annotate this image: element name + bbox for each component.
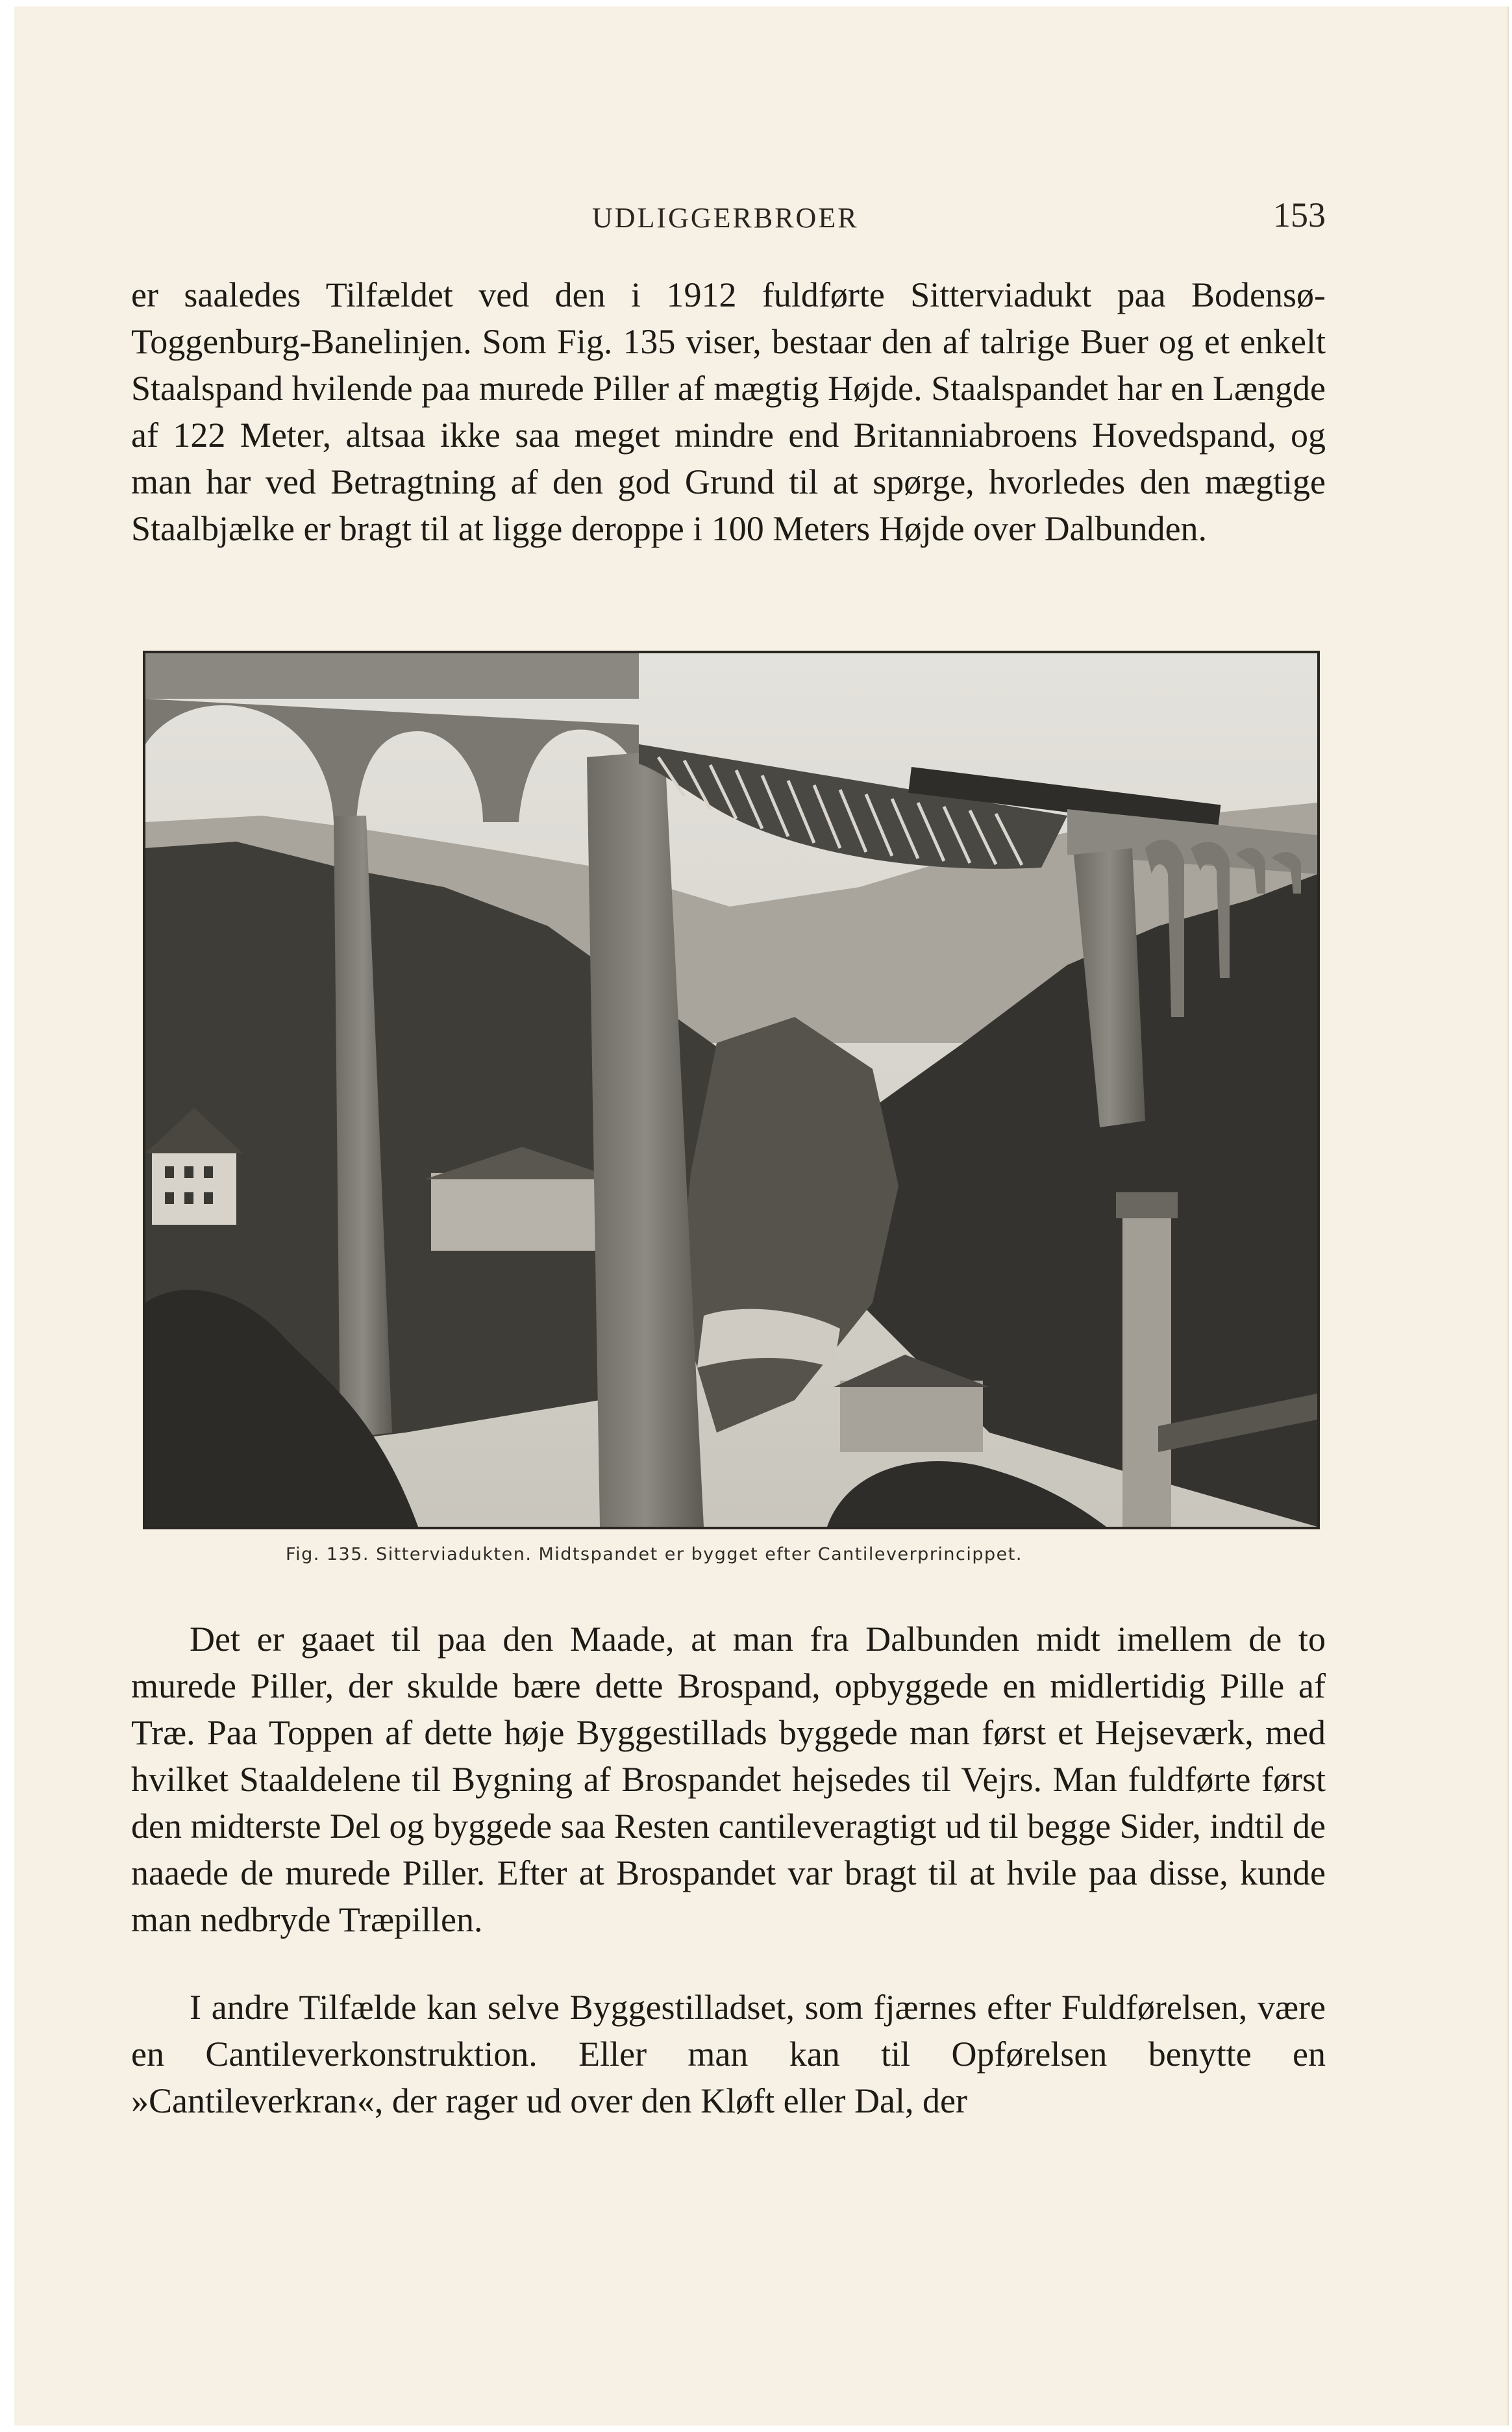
page-number: 153 bbox=[1273, 195, 1326, 234]
running-title: UDLIGGERBROER bbox=[592, 202, 859, 234]
paragraph-intro: er saaledes Tilfældet ved den i 1912 fuldførte Sitterviadukt paa Bodensø-Toggenburg-Banelinjen. Som Fig. 135 viser, bestaar den af talrige Buer og et enkelt Staalspand hvilende paa murede Piller af mægtig Højde. Staalspandet har en Længde af 122 Meter, altsaa ikke saa meget mindre end Britanniabroens Hovedspand, og man har ved Betragtning af den god Grund til at spørge, hvorledes den mægtige Staalbjælke er bragt til at ligge deroppe i 100 Meters Højde over Dalbunden. bbox=[131, 275, 1326, 548]
chimney-tower bbox=[1122, 1212, 1171, 1527]
house-left bbox=[152, 1147, 236, 1225]
page-header bbox=[131, 195, 1326, 247]
viaduct-illustration bbox=[145, 653, 1317, 1527]
book-page bbox=[14, 6, 1509, 2426]
figure-sitter-viaduct-photo bbox=[143, 651, 1320, 1529]
paragraph-construction: Det er gaaet til paa den Maade, at man fra Dalbunden midt imellem de to murede Piller, der skulde bære dette Brospand, opbyggede en midlertidig Pille af Træ. Paa Toppen af dette høje Byggestillads byggede man først et Hejseværk, med hvilket Staaldelene til Bygning af Brospandet hejsedes til Vejrs. Man fuldførte først den midterste Del og byggede saa Resten cantileveragtigt ud til begge Sider, indtil de naaede de murede Piller. Efter at Brospandet var bragt til at hvile paa disse, kunde man nedbryde Træpillen. bbox=[131, 1620, 1326, 1939]
figure-caption: Fig. 135. Sitterviadukten. Midtspandet er bygget efter Cantileverprincippet. bbox=[286, 1544, 1022, 1564]
paragraph-cantilever: I andre Tilfælde kan selve Byggestilladset, som fjærnes efter Fuldførelsen, være en Cantileverkonstruktion. Eller man kan til Opførelsen benytte en »Cantileverkran«, der rager ud over den Kløft eller Dal, der bbox=[131, 1988, 1326, 2120]
valley-buildings bbox=[431, 1173, 613, 1251]
viaduct-deck-left bbox=[145, 653, 639, 699]
